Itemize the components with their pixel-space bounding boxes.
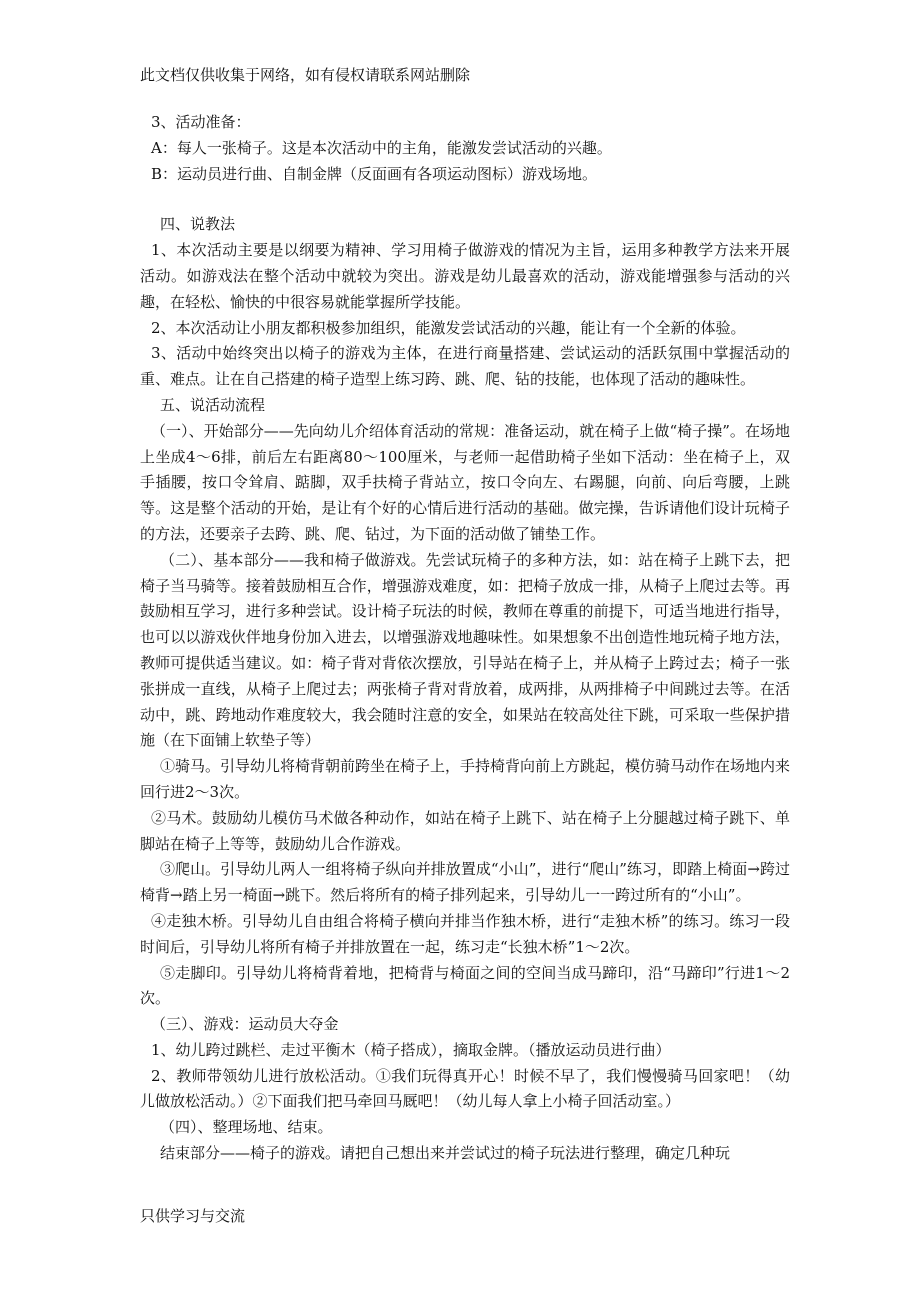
- paragraph: 四、说教法: [160, 215, 236, 234]
- paragraph: （三）、游戏：运动员大夺金: [151, 1015, 339, 1034]
- paragraph: 2、本次活动让小朋友都积极参加组织，能激发尝试活动的兴趣，能让有一个全新的体验。: [151, 318, 746, 337]
- paragraph: 结束部分——椅子的游戏。请把自己想出来并尝试过的椅子玩法进行整理，确定几种玩: [160, 1144, 731, 1163]
- paragraph: 五、说活动流程: [160, 395, 266, 414]
- paragraph: ②马术。鼓励幼儿模仿马术做各种动作，如站在椅子上跳下、站在椅子上分腿越过椅子跳下、单脚站在椅子上等等，鼓励幼儿合作游戏。: [140, 808, 790, 853]
- paragraph: （四）、整理场地、结束。: [160, 1118, 333, 1137]
- paragraph: 3、活动准备：: [151, 113, 251, 131]
- paragraph: （一）、开始部分——先向幼儿介绍体育活动的常规：准备运动，就在椅子上做“椅子操”。在场地上坐成4～6排，前后左右距离80～100厘米，与老师一起借助椅子坐如下活动：坐在椅子上，双手插腰，按口令耸肩、踮脚，双手扶椅子背站立，按口令向左、右踢腿，向前、向后弯腰，上跳等。这是整个活动的开始，是让有个好的心情后进行活动的基础。做完操，告诉请他们设计玩椅子的方法，还要亲子去跨、跳、爬、钻过，为下面的活动做了铺垫工作。: [140, 421, 790, 543]
- paragraph: 1、幼儿跨过跳栏、走过平衡木（椅子搭成），摘取金牌。（播放运动员进行曲）: [151, 1040, 671, 1059]
- paragraph: 1、本次活动主要是以纲要为精神、学习用椅子做游戏的情况为主旨，运用多种教学方法来开展活动。如游戏法在整个活动中就较为突出。游戏是幼儿最喜欢的活动，游戏能增强参与活动的兴趣，在轻松、愉快的中很容易就能掌握所学技能。: [140, 241, 790, 311]
- paragraph: ③爬山。引导幼儿两人一组将椅子纵向并排放置成“小山”，进行“爬山”练习，即踏上椅面→跨过椅背→踏上另一椅面→跳下。然后将所有的椅子排列起来，引导幼儿一一跨过所有的“小山”。: [140, 860, 790, 905]
- paragraph: ①骑马。引导幼儿将椅背朝前跨坐在椅子上，手持椅背向前上方跳起，模仿骑马动作在场地内来回行进2～3次。: [140, 757, 791, 801]
- paragraph: ④走独木桥。引导幼儿自由组合将椅子横向并排当作独木桥，进行“走独木桥”的练习。练习一段时间后，引导幼儿将所有椅子并排放置在一起，练习走“长独木桥”1～2次。: [140, 911, 790, 956]
- page-footer: 只供学习与交流: [140, 1207, 246, 1225]
- page-header: 此文档仅供收集于网络，如有侵权请联系网站删除: [140, 66, 471, 84]
- paragraph: A：每人一张椅子。这是本次活动中的主角，能激发尝试活动的兴趣。: [151, 138, 612, 157]
- paragraph-gap: [140, 187, 790, 212]
- paragraph: 3、活动中始终突出以椅子的游戏为主体，在进行商量搭建、尝试运动的活跃氛围中掌握活动的重、难点。让在自己搭建的椅子造型上练习跨、跳、爬、钻的技能，也体现了活动的趣味性。: [140, 344, 790, 389]
- paragraph: （二）、基本部分——我和椅子做游戏。先尝试玩椅子的多种方法，如：站在椅子上跳下去，把椅子当马骑等。接着鼓励相互合作，增强游戏难度，如：把椅子放成一排，从椅子上爬过去等。再鼓励相互学习，进行多种尝试。设计椅子玩法的时候，教师在尊重的前提下，可适当地进行指导，也可以以游戏伙伴地身份加入进去，以增强游戏地趣味性。如果想象不出创造性地玩椅子地方法，教师可提供适当建议。如：椅子背对背依次摆放，引导站在椅子上，并从椅子上跨过去；椅子一张张拼成一直线，从椅子上爬过去；两张椅子背对背放着，成两排，从两排椅子中间跳过去等。在活动中，跳、跨地动作难度较大，我会随时注意的安全，如果站在较高处往下跳，可采取一些保护措施（在下面铺上软垫子等）: [140, 550, 790, 750]
- paragraph: 2、教师带领幼儿进行放松活动。①我们玩得真开心！时候不早了，我们慢慢骑马回家吧！（幼儿做放松活动。）②下面我们把马牵回马厩吧！（幼儿每人拿上小椅子回活动室。）: [140, 1066, 790, 1111]
- paragraph: B：运动员进行曲、自制金牌（反面画有各项运动图标）游戏场地。: [151, 164, 598, 183]
- document-body: [140, 110, 790, 1167]
- paragraph: ⑤走脚印。引导幼儿将椅背着地，把椅背与椅面之间的空间当成马蹄印，沿“马蹄印”行进1～2次。: [140, 963, 790, 1008]
